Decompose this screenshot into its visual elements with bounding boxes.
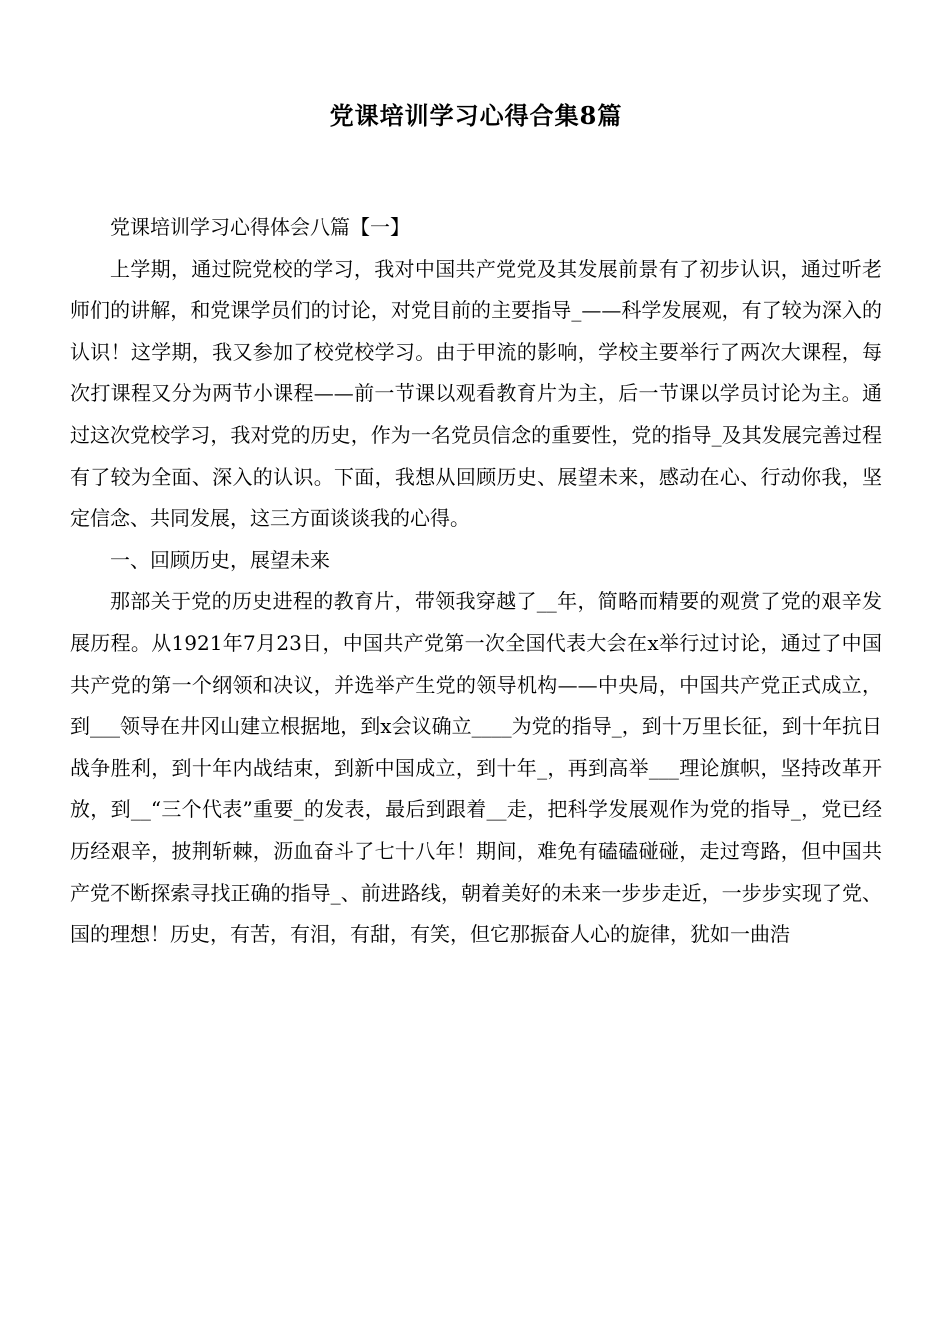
paragraph-history: 那部关于党的历史进程的教育片，带领我穿越了__年，简略而精要的观赏了党的艰辛发展历程。从1921年7月23日，中国共产党第一次全国代表大会在x举行过讨论，通过了中国共产党的第一个纲领和决议，并选举产生党的领导机构——中央局，中国共产党正式成立，到___领导在井冈山建立根据地，到x会议确立____为党的指导_，到十万里长征，到十年抗日战争胜利，到十年内战结束，到新中国成立，到十年_，再到高举___理论旗帜，坚持改革开放，到__“三个代表”重要_的发表，最后到跟着__走，把科学发展观作为党的指导_，党已经历经艰辛，披荆斩棘，沥血奋斗了七十八年！期间，难免有磕磕碰碰，走过弯路，但中国共产党不断探索寻找正确的指导_、前进路线，朝着美好的未来一步步走近，一步步实现了党、国的理想！历史，有苦，有泪，有甜，有笑，但它那振奋人心的旋律，犹如一曲浩 (70, 589, 882, 947)
document-body (70, 207, 882, 956)
document-title: 党课培训学习心得合集8篇 (329, 101, 623, 130)
section-heading-1: 党课培训学习心得体会八篇【一】 (110, 215, 410, 239)
subsection-heading-1: 一、回顾历史，展望未来 (110, 547, 330, 572)
paragraph-intro: 上学期，通过院党校的学习，我对中国共产党党及其发展前景有了初步认识，通过听老师们的讲解，和党课学员们的讨论，对党目前的主要指导_——科学发展观，有了较为深入的认识！这学期，我又参加了校党校学习。由于甲流的影响，学校主要举行了两次大课程，每次打课程又分为两节小课程——前一节课以观看教育片为主，后一节课以学员讨论为主。通过这次党校学习，我对党的历史，作为一名党员信念的重要性，党的指导_及其发展完善过程有了较为全面、深入的认识。下面，我想从回顾历史、展望未来，感动在心、行动你我，坚定信念、共同发展，这三方面谈谈我的心得。 (70, 256, 882, 531)
document-page (70, 0, 882, 1344)
